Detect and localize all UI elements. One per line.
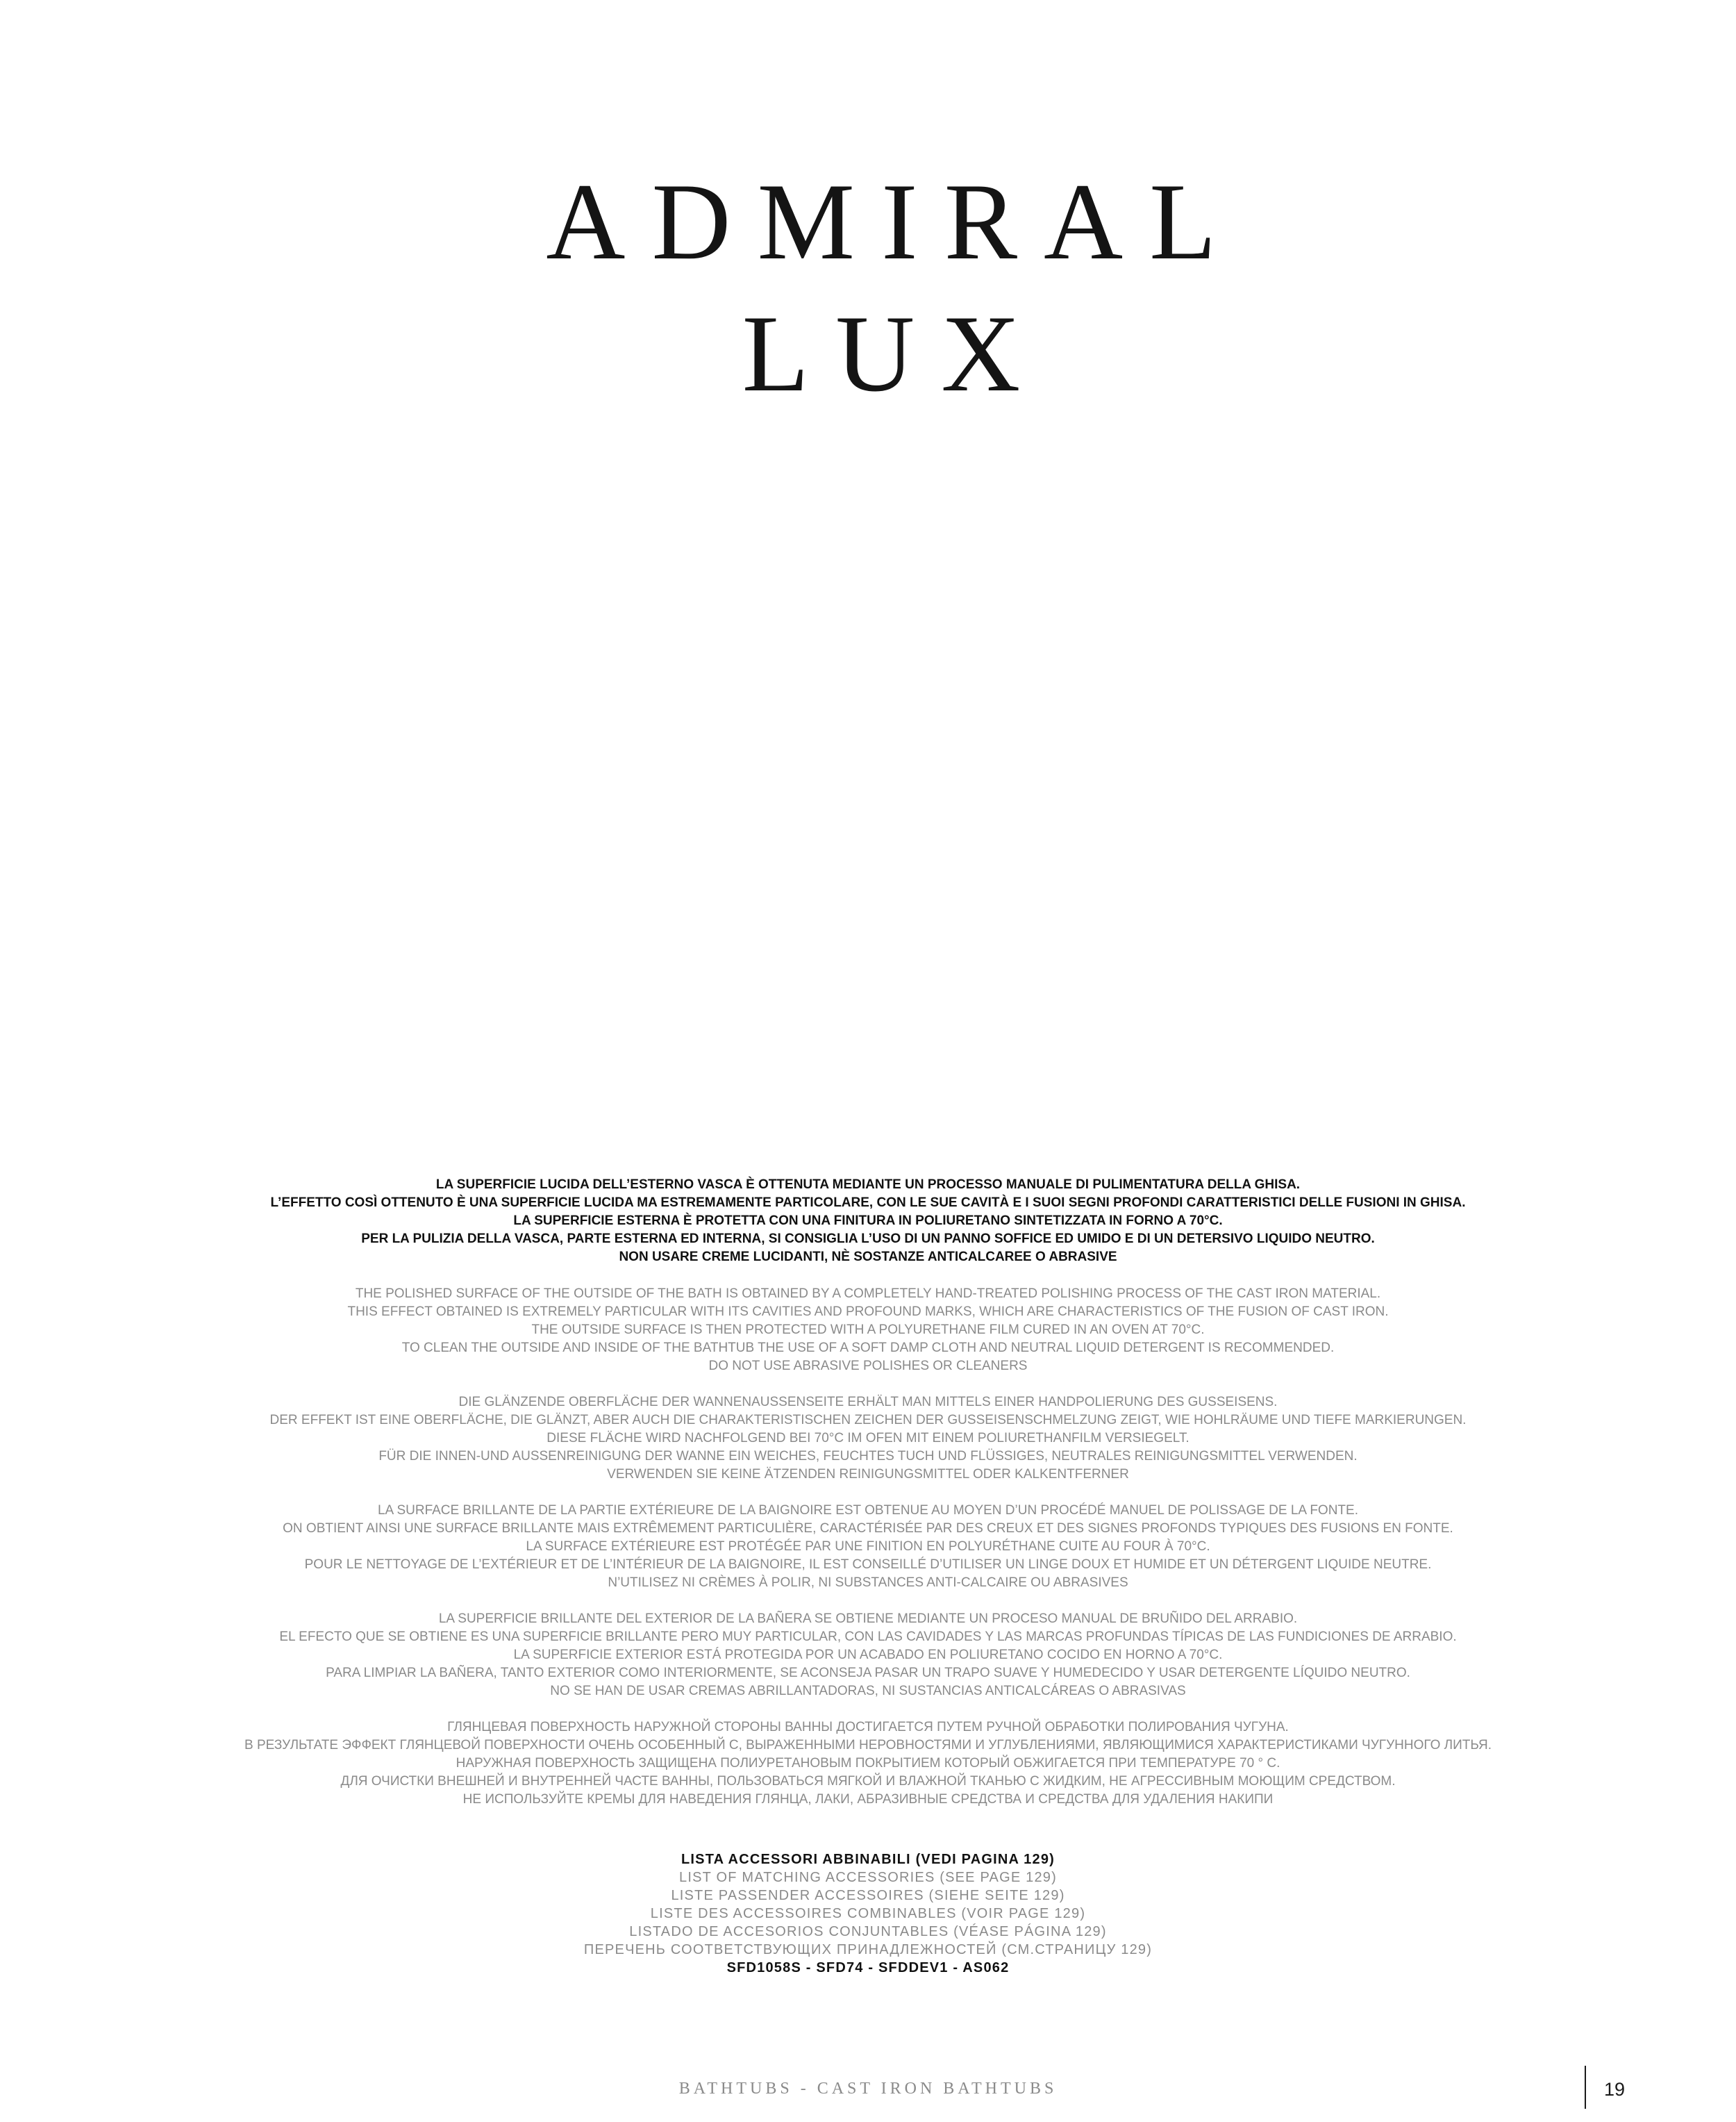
description-line: ГЛЯНЦЕВАЯ ПОВЕРХНОСТЬ НАРУЖНОЙ СТОРОНЫ ВАННЫ ДОСТИГАЕТСЯ ПУТЕМ РУЧНОЙ ОБРАБОТКИ ПОЛИРОВАНИЯ ЧУГУНА. <box>447 1720 1289 1734</box>
description-line: DIESE FLÄCHE WIRD NACHFOLGEND BEI 70°C IM OFEN MIT EINEM POLIURETHANFILM VERSIEGELT. <box>546 1431 1190 1445</box>
description-french <box>0 1502 1736 1592</box>
description-line: TO CLEAN THE OUTSIDE AND INSIDE OF THE BATHTUB THE USE OF A SOFT DAMP CLOTH AND NEUTRAL LIQUID DETERGENT IS RECOMMENDED. <box>401 1341 1335 1355</box>
description-line: ДЛЯ ОЧИСТКИ ВНЕШНЕЙ И ВНУТРЕННЕЙ ЧАСТЕ ВАННЫ, ПОЛЬЗОВАТЬСЯ МЯГКОЙ И ВЛАЖНОЙ ТКАНЬЮ С ЖИДКИМ, НЕ АГРЕССИВНЫМ МОЮЩИМ СРЕДСТВОМ. <box>340 1774 1396 1789</box>
description-line: В РЕЗУЛЬТАТЕ ЭФФЕКТ ГЛЯНЦЕВОЙ ПОВЕРХНОСТИ ОЧЕНЬ ОСОБЕННЫЙ С, ВЫРАЖЕННЫМИ НЕРОВНОСТЯМИ И УГЛУБЛЕНИЯМИ, ЯВЛЯЮЩИМИСЯ ХАРАКТЕРИСТИКАМИ ЧУГУННОГО ЛИТЬЯ. <box>244 1738 1492 1752</box>
description-line: POUR LE NETTOYAGE DE L’EXTÉRIEUR ET DE L’INTÉRIEUR DE LA BAIGNOIRE, IL EST CONSEILLÉ D’UTILISER UN LINGE DOUX ET HUMIDE ET UN DÉTERGENT LIQUIDE NEUTRE. <box>304 1557 1432 1572</box>
accessories-list <box>0 1850 1736 1977</box>
description-line: НАРУЖНАЯ ПОВЕРХНОСТЬ ЗАЩИЩЕНА ПОЛИУРЕТАНОВЫМ ПОКРЫТИЕМ КОТОРЫЙ ОБЖИГАЕТСЯ ПРИ ТЕМПЕРАТУРЕ 70 ° С. <box>456 1756 1280 1771</box>
product-title-line1: ADMIRAL <box>546 161 1243 283</box>
description-line: DIE GLÄNZENDE OBERFLÄCHE DER WANNENAUSSENSEITE ERHÄLT MAN MITTELS EINER HANDPOLIERUNG DES GUSSEISENS. <box>458 1395 1278 1409</box>
description-english <box>0 1285 1736 1375</box>
accessory-codes: SFD1058S - SFD74 - SFDDEV1 - AS062 <box>726 1960 1010 1975</box>
description-line: THIS EFFECT OBTAINED IS EXTREMELY PARTICULAR WITH ITS CAVITIES AND PROFOUND MARKS, WHICH ARE CHARACTERISTICS OF THE FUSION OF CAST IRON. <box>347 1304 1389 1319</box>
accessories-heading-translation: LISTE DES ACCESSOIRES COMBINABLES (VOIR PAGE 129) <box>650 1906 1086 1921</box>
description-line: НЕ ИСПОЛЬЗУЙТЕ КРЕМЫ ДЛЯ НАВЕДЕНИЯ ГЛЯНЦА, ЛАКИ, АБРАЗИВНЫЕ СРЕДСТВА И СРЕДСТВА ДЛЯ УДАЛЕНИЯ НАКИПИ <box>462 1792 1274 1807</box>
product-title-line2: LUX <box>742 293 1047 415</box>
description-line: VERWENDEN SIE KEINE ÄTZENDEN REINIGUNGSMITTEL ODER KALKENTFERNER <box>607 1467 1129 1482</box>
footer-divider <box>1585 2066 1586 2109</box>
description-line: NO SE HAN DE USAR CREMAS ABRILLANTADORAS, NI SUSTANCIAS ANTICALCÁREAS O ABRASIVAS <box>550 1684 1186 1698</box>
description-line: ON OBTIENT AINSI UNE SURFACE BRILLANTE MAIS EXTRÊMEMENT PARTICULIÈRE, CARACTÉRISÉE PAR DES CREUX ET DES SIGNES PROFONDS TYPIQUES DES FUSIONS EN FONTE. <box>283 1521 1453 1536</box>
accessories-heading-translation: LISTE PASSENDER ACCESSOIRES (SIEHE SEITE 129) <box>671 1888 1065 1903</box>
description-line: NON USARE CREME LUCIDANTI, NÈ SOSTANZE ANTICALCAREE O ABRASIVE <box>619 1250 1117 1264</box>
description-line: DER EFFEKT IST EINE OBERFLÄCHE, DIE GLÄNZT, ABER AUCH DIE CHARAKTERISTISCHEN ZEICHEN DER GUSSEISENSCHMELZUNG ZEIGT, WIE HOHLRÄUME UND TIEFE MARKIERUNGEN. <box>269 1413 1467 1427</box>
accessories-heading-translation: LIST OF MATCHING ACCESSORIES (SEE PAGE 129) <box>679 1870 1057 1885</box>
description-line: THE POLISHED SURFACE OF THE OUTSIDE OF THE BATH IS OBTAINED BY A COMPLETELY HAND-TREATED POLISHING PROCESS OF THE CAST IRON MATERIAL. <box>355 1286 1381 1301</box>
description-german <box>0 1393 1736 1484</box>
description-spanish <box>0 1610 1736 1700</box>
description-line: LA SURFACE BRILLANTE DE LA PARTIE EXTÉRIEURE DE LA BAIGNOIRE EST OBTENUE AU MOYEN D’UN PROCÉDÉ MANUEL DE POLISSAGE DE LA FONTE. <box>377 1503 1358 1518</box>
description-line: LA SURFACE EXTÉRIEURE EST PROTÉGÉE PAR UNE FINITION EN POLYURÉTHANE CUITE AU FOUR À 70°C. <box>526 1539 1210 1554</box>
description-line: LA SUPERFICIE ESTERNA È PROTETTA CON UNA FINITURA IN POLIURETANO SINTETIZZATA IN FORNO A 70°C. <box>513 1213 1223 1228</box>
description-russian <box>0 1718 1736 1809</box>
page-number: 19 <box>1604 2079 1626 2100</box>
description-line: L’EFFETTO COSÌ OTTENUTO È UNA SUPERFICIE LUCIDA MA ESTREMAMENTE PARTICOLARE, CON LE SUE CAVITÀ E I SUOI SEGNI PROFONDI CARATTERISTICI DELLE FUSIONI IN GHISA. <box>270 1195 1466 1210</box>
accessories-heading: LISTA ACCESSORI ABBINABILI (VEDI PAGINA 129) <box>681 1852 1055 1867</box>
description-line: PER LA PULIZIA DELLA VASCA, PARTE ESTERNA ED INTERNA, SI CONSIGLIA L’USO DI UN PANNO SOFFICE ED UMIDO E DI UN DETERSIVO LIQUIDO NEUTRO. <box>361 1232 1375 1246</box>
accessories-heading-translation: LISTADO DE ACCESORIOS CONJUNTABLES (VÉASE PÁGINA 129) <box>629 1924 1107 1939</box>
description-line: DO NOT USE ABRASIVE POLISHES OR CLEANERS <box>708 1359 1028 1373</box>
description-line: THE OUTSIDE SURFACE IS THEN PROTECTED WITH A POLYURETHANE FILM CURED IN AN OVEN AT 70°C. <box>531 1323 1205 1337</box>
description-line: LA SUPERFICIE LUCIDA DELL’ESTERNO VASCA È OTTENUTA MEDIANTE UN PROCESSO MANUALE DI PULIMENTATURA DELLA GHISA. <box>435 1177 1301 1192</box>
description-italian <box>0 1176 1736 1266</box>
description-line: FÜR DIE INNEN-UND AUSSENREINIGUNG DER WANNE EIN WEICHES, FEUCHTES TUCH UND FLÜSSIGES, NEUTRALES REINIGUNGSMITTEL VERWENDEN. <box>378 1449 1358 1464</box>
description-line: LA SUPERFICIE EXTERIOR ESTÁ PROTEGIDA POR UN ACABADO EN POLIURETANO COCIDO EN HORNO A 70°C. <box>513 1648 1223 1662</box>
description-line: N’UTILISEZ NI CRÈMES À POLIR, NI SUBSTANCES ANTI-CALCAIRE OU ABRASIVES <box>608 1575 1128 1590</box>
description-line: EL EFECTO QUE SE OBTIENE ES UNA SUPERFICIE BRILLANTE PERO MUY PARTICULAR, CON LAS CAVIDADES Y LAS MARCAS PROFUNDAS TÍPICAS DE LAS FUNDICIONES DE ARRABIO. <box>279 1630 1457 1644</box>
description-line: PARA LIMPIAR LA BAÑERA, TANTO EXTERIOR COMO INTERIORMENTE, SE ACONSEJA PASAR UN TRAPO SUAVE Y HUMEDECIDO Y USAR DETERGENTE LÍQUIDO NEUTRO. <box>326 1666 1410 1680</box>
description-line: LA SUPERFICIE BRILLANTE DEL EXTERIOR DE LA BAÑERA SE OBTIENE MEDIANTE UN PROCESO MANUAL DE BRUÑIDO DEL ARRABIO. <box>438 1611 1298 1626</box>
accessories-heading-translation: ПЕРЕЧЕНЬ СООТВЕТСТВУЮЩИХ ПРИНАДЛЕЖНОСТЕЙ (СМ.СТРАНИЦУ 129) <box>583 1942 1153 1957</box>
footer-section-label: BATHTUBS - CAST IRON BATHTUBS <box>678 2080 1058 2098</box>
